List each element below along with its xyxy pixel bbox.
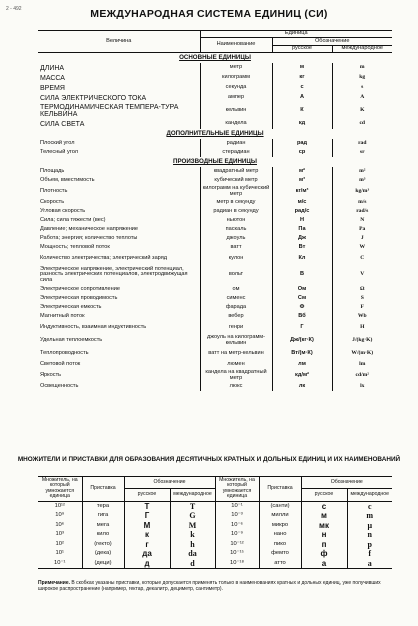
russian-prefix-symbol: п xyxy=(301,540,347,550)
unit-name: ватт на метр-кельвин xyxy=(200,347,272,360)
quantity-name: Магнитный поток xyxy=(40,312,85,319)
prefix-name: (санти) xyxy=(259,501,301,511)
section-base-units: ОСНОВНЫЕ ЕДИНИЦЫ xyxy=(179,53,251,61)
international-prefix-symbol: p xyxy=(347,540,392,550)
russian-prefix-symbol: Г xyxy=(124,511,170,521)
russian-symbol: м xyxy=(272,63,332,73)
unit-row xyxy=(38,167,392,176)
international-prefix-symbol: n xyxy=(347,530,392,540)
multiplier: 10² xyxy=(55,540,64,547)
russian-prefix-symbol: н xyxy=(301,530,347,540)
prefix-row xyxy=(38,530,392,540)
russian-symbol: Ом xyxy=(272,285,332,294)
russian-symbol: ср xyxy=(272,148,332,157)
russian-prefix-symbol: ф xyxy=(301,549,347,559)
unit-row xyxy=(38,265,392,285)
unit-name: джоуль на килограмм-кельвин xyxy=(200,334,272,347)
prefix-header-international: международное xyxy=(170,489,215,501)
russian-prefix-symbol: к xyxy=(124,530,170,540)
russian-symbol: Дж/(кг·К) xyxy=(272,334,332,347)
international-symbol: W xyxy=(332,243,392,252)
quantity-name: Яркость xyxy=(40,371,62,378)
international-symbol: N xyxy=(332,216,392,225)
russian-symbol: Ф xyxy=(272,303,332,312)
prefix-name: тера xyxy=(82,501,124,511)
unit-name: паскаль xyxy=(200,225,272,234)
prefix-header-prefix: Приставка xyxy=(82,477,124,502)
international-symbol: C xyxy=(332,252,392,265)
quantity-name: МАССА xyxy=(40,74,65,82)
quantity-name: Электрическое напряжение, электрический потенциал, разность электрических потенциалов, электродвижущая сила xyxy=(40,265,188,283)
header-russian: русское xyxy=(272,46,332,53)
international-prefix-symbol: d xyxy=(170,559,215,569)
russian-symbol: К xyxy=(272,103,332,119)
quantity-name: Давление; механическое напряжение xyxy=(40,225,139,232)
footnote-text: В скобках указаны приставки, которые допускается применять только в наименованиях кратных и дольных единиц, уже получивших широкое распространение (например, гектар, декалитр, дециметр, сантиметр). xyxy=(38,580,381,592)
international-symbol: W/(m·K) xyxy=(332,347,392,360)
international-symbol: cd/m² xyxy=(332,369,392,382)
unit-name: ньютон xyxy=(200,216,272,225)
russian-symbol: Г xyxy=(272,321,332,334)
quantity-name: Электрическая проводимость xyxy=(40,294,118,301)
prefix-name: (деци) xyxy=(82,559,124,569)
unit-name: джоуль xyxy=(200,234,272,243)
quantity-name: Плотность xyxy=(40,187,68,194)
unit-name: квадратный метр xyxy=(200,167,272,176)
prefix-name: (гекто) xyxy=(82,540,124,550)
unit-row xyxy=(38,216,392,225)
unit-name: метр в секунду xyxy=(200,198,272,207)
prefix-header-international-2: международное xyxy=(347,489,392,501)
multiplier: 10³ xyxy=(55,531,64,538)
unit-row xyxy=(38,119,392,129)
international-symbol: S xyxy=(332,294,392,303)
international-prefix-symbol: k xyxy=(170,530,215,540)
prefix-header-russian: русское xyxy=(124,489,170,501)
russian-prefix-symbol: Т xyxy=(124,501,170,511)
unit-name: ом xyxy=(200,285,272,294)
quantity-name: Мощность; тепловой поток xyxy=(40,243,110,250)
prefix-row xyxy=(38,540,392,550)
unit-name: ватт xyxy=(200,243,272,252)
quantity-name: Телесный угол xyxy=(40,148,78,155)
unit-name: килограмм на кубический метр xyxy=(200,185,272,198)
international-symbol: cd xyxy=(332,119,392,129)
international-symbol: K xyxy=(332,103,392,119)
unit-name: кельвин xyxy=(200,103,272,119)
prefix-row xyxy=(38,549,392,559)
russian-prefix-symbol: мк xyxy=(301,521,347,531)
quantity-name: Объем, вместимость xyxy=(40,176,95,183)
header-designation: Обозначение xyxy=(272,38,392,46)
unit-name: фарада xyxy=(200,303,272,312)
unit-row xyxy=(38,347,392,360)
multiplier: 10⁻¹⁸ xyxy=(215,559,259,569)
unit-row xyxy=(38,243,392,252)
prefix-table xyxy=(38,476,392,569)
international-symbol: kg xyxy=(332,73,392,83)
international-symbol: rad/s xyxy=(332,207,392,216)
russian-prefix-symbol: с xyxy=(301,501,347,511)
unit-name: ампер xyxy=(200,93,272,103)
multiplier: 10⁶ xyxy=(55,521,65,528)
si-units-table xyxy=(38,30,392,391)
unit-name: люкс xyxy=(200,382,272,391)
international-prefix-symbol: f xyxy=(347,549,392,559)
unit-row xyxy=(38,285,392,294)
unit-name: радиан в секунду xyxy=(200,207,272,216)
unit-name: вебер xyxy=(200,312,272,321)
russian-symbol: лм xyxy=(272,360,332,369)
unit-row xyxy=(38,382,392,391)
international-symbol: lm xyxy=(332,360,392,369)
prefix-title: МНОЖИТЕЛИ И ПРИСТАВКИ ДЛЯ ОБРАЗОВАНИЯ ДЕСЯТИЧНЫХ КРАТНЫХ И ДОЛЬНЫХ ЕДИНИЦ И ИХ НАИМЕНОВАНИЙ xyxy=(17,456,401,463)
international-prefix-symbol: da xyxy=(170,549,215,559)
russian-symbol: См xyxy=(272,294,332,303)
quantity-name: ТЕРМОДИНАМИЧЕСКАЯ ТЕМПЕРА-ТУРА КЕЛЬВИНА xyxy=(40,104,179,118)
russian-symbol: рад xyxy=(272,139,332,148)
unit-row xyxy=(38,139,392,148)
russian-symbol: Вт xyxy=(272,243,332,252)
prefix-header-prefix-2: Приставка xyxy=(259,477,301,502)
quantity-name: Скорость xyxy=(40,198,65,205)
international-symbol: J/(kg·K) xyxy=(332,334,392,347)
multiplier: 10⁹ xyxy=(55,512,65,519)
international-symbol: m² xyxy=(332,167,392,176)
prefix-name: атто xyxy=(259,559,301,569)
page-mark: 2 - 492 xyxy=(6,6,22,12)
unit-row xyxy=(38,176,392,185)
unit-row xyxy=(38,83,392,93)
section-supplementary-units: ДОПОЛНИТЕЛЬНЫЕ ЕДИНИЦЫ xyxy=(166,129,264,137)
unit-row xyxy=(38,148,392,157)
quantity-name: Освещенность xyxy=(40,382,79,389)
international-prefix-symbol: μ xyxy=(347,521,392,531)
russian-symbol: Кл xyxy=(272,252,332,265)
international-prefix-symbol: M xyxy=(170,521,215,531)
prefix-row xyxy=(38,521,392,531)
russian-symbol: А xyxy=(272,93,332,103)
quantity-name: Угловая скорость xyxy=(40,207,86,214)
international-symbol: Pa xyxy=(332,225,392,234)
prefix-name: гига xyxy=(82,511,124,521)
multiplier: 10¹² xyxy=(54,502,65,509)
multiplier: 10⁻¹ xyxy=(54,559,66,566)
international-symbol: F xyxy=(332,303,392,312)
page-title: МЕЖДУНАРОДНАЯ СИСТЕМА ЕДИНИЦ (СИ) xyxy=(90,8,328,20)
multiplier: 10⁻¹⁵ xyxy=(215,549,259,559)
russian-symbol: лк xyxy=(272,382,332,391)
unit-name: метр xyxy=(200,63,272,73)
quantity-name: Электрическая емкость xyxy=(40,303,102,310)
quantity-name: ДЛИНА xyxy=(40,64,65,72)
russian-symbol: Дж xyxy=(272,234,332,243)
russian-symbol: кг xyxy=(272,73,332,83)
quantity-name: Плоский угол xyxy=(40,139,75,146)
unit-name: вольт xyxy=(200,265,272,285)
russian-prefix-symbol: д xyxy=(124,559,170,569)
international-symbol: m³ xyxy=(332,176,392,185)
russian-symbol: кг/м³ xyxy=(272,185,332,198)
unit-row xyxy=(38,321,392,334)
unit-row xyxy=(38,303,392,312)
header-international: международное xyxy=(332,46,392,53)
prefix-name: фемто xyxy=(259,549,301,559)
russian-symbol: с xyxy=(272,83,332,93)
unit-row xyxy=(38,252,392,265)
international-symbol: rad xyxy=(332,139,392,148)
unit-row xyxy=(38,207,392,216)
international-symbol: kg/m³ xyxy=(332,185,392,198)
unit-row xyxy=(38,63,392,73)
russian-prefix-symbol: а xyxy=(301,559,347,569)
unit-name: сименс xyxy=(200,294,272,303)
international-symbol: A xyxy=(332,93,392,103)
prefix-name: кило xyxy=(82,530,124,540)
russian-symbol: Па xyxy=(272,225,332,234)
unit-name: генри xyxy=(200,321,272,334)
russian-prefix-symbol: да xyxy=(124,549,170,559)
multiplier: 10⁻⁶ xyxy=(215,521,259,531)
international-prefix-symbol: G xyxy=(170,511,215,521)
unit-row xyxy=(38,185,392,198)
russian-symbol: кд xyxy=(272,119,332,129)
russian-symbol: м/с xyxy=(272,198,332,207)
unit-name: радиан xyxy=(200,139,272,148)
section-derived-units: ПРОИЗВОДНЫЕ ЕДИНИЦЫ xyxy=(173,157,257,165)
header-units: Единица xyxy=(200,31,392,38)
unit-row xyxy=(38,369,392,382)
quantity-name: Теплопроводность xyxy=(40,349,89,356)
unit-name: кубический метр xyxy=(200,176,272,185)
unit-row xyxy=(38,73,392,83)
russian-prefix-symbol: г xyxy=(124,540,170,550)
international-symbol: V xyxy=(332,265,392,285)
quantity-name: Работа; энергия; количество теплоты xyxy=(40,234,138,241)
multiplier: 10⁻⁹ xyxy=(215,530,259,540)
international-symbol: H xyxy=(332,321,392,334)
russian-symbol: кд/м² xyxy=(272,369,332,382)
quantity-name: Сила; сила тяжести (вес) xyxy=(40,216,106,223)
international-prefix-symbol: a xyxy=(347,559,392,569)
unit-row xyxy=(38,334,392,347)
russian-symbol: м² xyxy=(272,167,332,176)
russian-symbol: Н xyxy=(272,216,332,225)
russian-symbol: Вб xyxy=(272,312,332,321)
international-symbol: sr xyxy=(332,148,392,157)
prefix-header-designation-2: Обозначение xyxy=(301,477,392,489)
multiplier: 10¹ xyxy=(55,550,64,557)
russian-symbol: рад/с xyxy=(272,207,332,216)
quantity-name: СИЛА СВЕТА xyxy=(40,120,85,128)
unit-row xyxy=(38,234,392,243)
unit-name: стерадиан xyxy=(200,148,272,157)
quantity-name: Световой поток xyxy=(40,360,81,367)
prefix-name: милли xyxy=(259,511,301,521)
footnote-label: Примечание. xyxy=(38,580,71,586)
quantity-name: Количество электричества; электрический заряд xyxy=(40,254,168,261)
unit-name: секунда xyxy=(200,83,272,93)
unit-name: кандела на квадратный метр xyxy=(200,369,272,382)
prefix-row xyxy=(38,501,392,511)
multiplier: 10⁻¹ xyxy=(215,501,259,511)
prefix-header-multiplier-2: Множитель, на который умножается единица xyxy=(215,477,259,502)
unit-row xyxy=(38,312,392,321)
unit-name: кандела xyxy=(200,119,272,129)
prefix-name: мега xyxy=(82,521,124,531)
multiplier: 10⁻¹² xyxy=(215,540,259,550)
prefix-header-multiplier: Множитель, на который умножается единица xyxy=(38,477,82,502)
russian-prefix-symbol: М xyxy=(124,521,170,531)
unit-row xyxy=(38,360,392,369)
prefix-name: микро xyxy=(259,521,301,531)
prefix-row xyxy=(38,559,392,569)
unit-name: люмен xyxy=(200,360,272,369)
international-prefix-symbol: c xyxy=(347,501,392,511)
international-symbol: s xyxy=(332,83,392,93)
header-name: Наименование xyxy=(200,38,272,53)
unit-row xyxy=(38,294,392,303)
unit-row xyxy=(38,198,392,207)
prefix-name: нано xyxy=(259,530,301,540)
quantity-name: ВРЕМЯ xyxy=(40,84,65,92)
prefix-name: (дека) xyxy=(82,549,124,559)
russian-prefix-symbol: м xyxy=(301,511,347,521)
unit-row xyxy=(38,103,392,119)
international-symbol: Ω xyxy=(332,285,392,294)
international-prefix-symbol: h xyxy=(170,540,215,550)
international-prefix-symbol: T xyxy=(170,501,215,511)
quantity-name: Удельная теплоемкость xyxy=(40,336,103,343)
footnote xyxy=(38,580,392,592)
unit-name: килограмм xyxy=(200,73,272,83)
international-symbol: m xyxy=(332,63,392,73)
quantity-name: Электрическое сопротивление xyxy=(40,285,120,292)
unit-row xyxy=(38,93,392,103)
unit-row xyxy=(38,225,392,234)
prefix-header-russian-2: русское xyxy=(301,489,347,501)
international-symbol: Wb xyxy=(332,312,392,321)
header-quantity: Величина xyxy=(38,31,200,53)
russian-symbol: Вт/(м·К) xyxy=(272,347,332,360)
quantity-name: Индуктивность, взаимная индуктивность xyxy=(40,323,147,330)
international-symbol: lx xyxy=(332,382,392,391)
russian-symbol: В xyxy=(272,265,332,285)
multiplier: 10⁻³ xyxy=(215,511,259,521)
international-symbol: m/s xyxy=(332,198,392,207)
russian-symbol: м³ xyxy=(272,176,332,185)
quantity-name: Площадь xyxy=(40,167,65,174)
prefix-name: пико xyxy=(259,540,301,550)
quantity-name: СИЛА ЭЛЕКТРИЧЕСКОГО ТОКА xyxy=(40,94,147,102)
unit-name: кулон xyxy=(200,252,272,265)
international-prefix-symbol: m xyxy=(347,511,392,521)
international-symbol: J xyxy=(332,234,392,243)
prefix-row xyxy=(38,511,392,521)
prefix-header-designation: Обозначение xyxy=(124,477,215,489)
